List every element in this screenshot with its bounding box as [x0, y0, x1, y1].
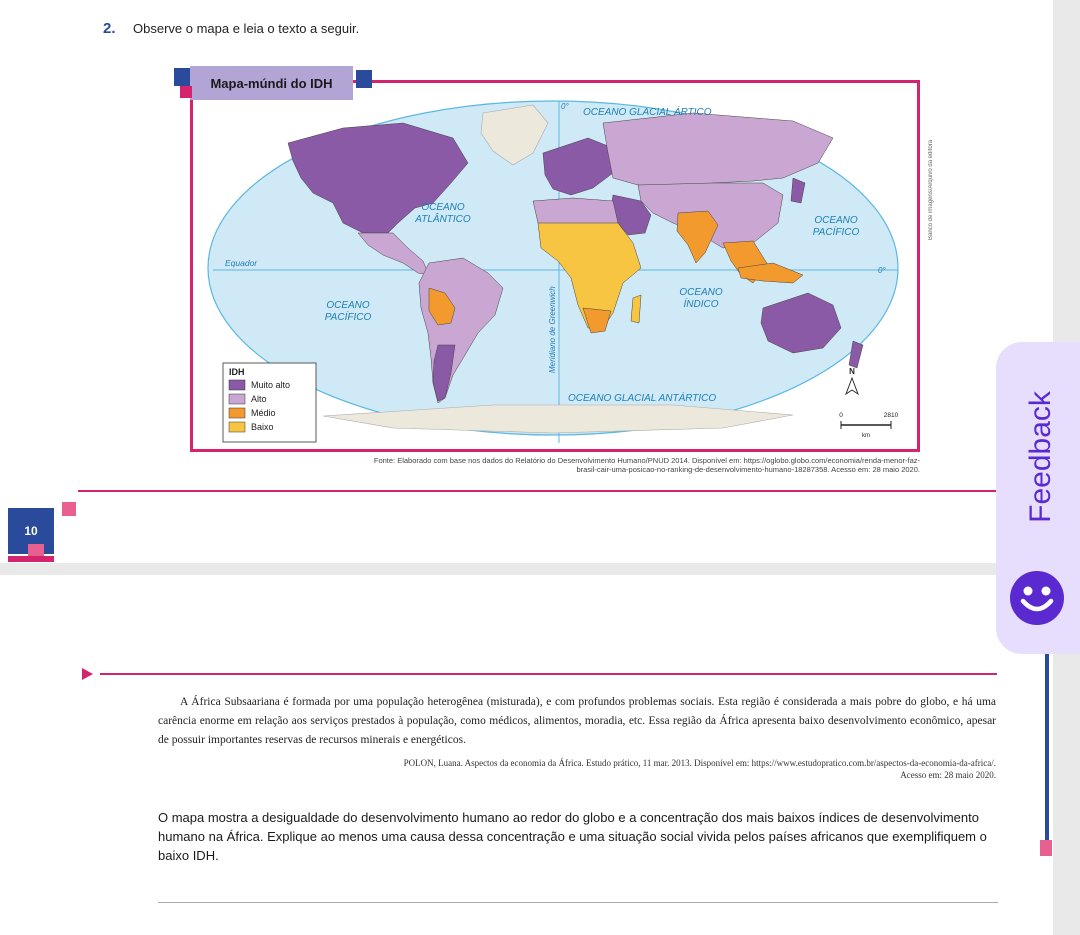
atlantic-label-2: ATLÂNTICO	[415, 214, 471, 225]
scale-end: 2810	[883, 412, 899, 419]
legend-swatch-very-high	[229, 380, 245, 390]
equator-label: Equador	[225, 258, 258, 268]
map-frame	[190, 80, 920, 452]
page-number: 10	[8, 508, 54, 554]
title-square-pink	[180, 86, 192, 98]
source-line-1: Fonte: Elaborado com base nos dados do Relatório do Desenvolvimento Humano/PNUD 2014. Disponível em: https://oglobo.globo.com/economia/renda-menor-faz-	[373, 456, 920, 465]
legend-swatch-medium	[229, 408, 245, 418]
legend-label-medium: Médio	[251, 408, 276, 418]
page-sheet-2	[0, 575, 1053, 935]
map-source	[190, 456, 920, 474]
scale-unit: km	[862, 433, 870, 439]
divider	[78, 490, 998, 492]
map-credit: Banco de imagens/Arquivo da editora	[928, 139, 934, 240]
north-label: N	[849, 367, 855, 376]
legend-label-very-high: Muito alto	[251, 380, 291, 390]
pacific-east-label-2: PACÍFICO	[812, 227, 860, 238]
legend-label-low: Baixo	[251, 422, 274, 432]
map-title: Mapa-múndi do IDH	[190, 66, 353, 100]
indian-label-2: ÍNDICO	[683, 299, 719, 310]
smiley-icon[interactable]	[1009, 570, 1065, 626]
legend	[223, 363, 316, 442]
title-square-right	[356, 70, 372, 88]
citation-line-2: Acesso em: 28 maio 2020.	[900, 770, 996, 780]
question-number: 2.	[103, 20, 116, 37]
question-intro: Observe o mapa e leia o texto a seguir.	[133, 21, 360, 36]
pacific-west-label-2: PACÍFICO	[324, 312, 372, 323]
zero-right-label: 0°	[878, 266, 886, 275]
arctic-label: OCEANO GLACIAL ÁRTICO	[583, 107, 712, 118]
scale-start: 0	[839, 412, 843, 419]
question-prompt: O mapa mostra a desigualdade do desenvolvimento humano ao redor do globo e a concentração dos mais baixos índices de desenvolvimento humano na África. Explique ao menos uma causa dessa concentração e uma situação social vivida pelos países africanos que exemplifiquem o baixo IDH.	[158, 810, 987, 863]
legend-label-high: Alto	[251, 394, 267, 404]
feedback-label: Feedback	[1024, 391, 1057, 523]
source-line-2: brasil-cair-uma-posicao-no-ranking-de-desenvolvimento-humano-18287358. Acesso em: 28 maio 2020.	[576, 465, 920, 474]
page-deco-square	[62, 502, 76, 516]
antarctic-label: OCEANO GLACIAL ANTÁRTICO	[568, 393, 717, 404]
north-arrow-icon	[846, 367, 858, 394]
legend-swatch-low	[229, 422, 245, 432]
greenwich-label: Meridiano de Greenwich	[548, 286, 557, 373]
arrow-icon	[82, 668, 93, 680]
right-accent-line	[1045, 640, 1049, 840]
legend-title: IDH	[229, 367, 245, 377]
zero-top-label: 0°	[561, 102, 569, 111]
right-accent-square	[1040, 840, 1052, 856]
paragraph-body: A África Subsaariana é formada por uma população heterogênea (misturada), e com profundos problemas sociais. Esta região é considerada a mais pobre do globo, e há uma carência enorme em relação aos serviços prestados à população, como médicos, alimentos, moradia, etc. Essa região da África apresenta baixo desenvolvimento econômico, apesar de possuir importantes reservas de recursos minerais e energéticos.	[158, 696, 996, 746]
pacific-west-label-1: OCEANO	[326, 300, 370, 311]
text-divider	[100, 673, 997, 675]
world-map	[193, 83, 917, 449]
atlantic-label-1: OCEANO	[421, 202, 465, 213]
citation-line-1: POLON, Luana. Aspectos da economia da África. Estudo prático, 11 mar. 2013. Disponível em: https://www.estudopratico.com.br/aspectos-da-economia-da-africa/.	[403, 758, 996, 768]
page-deco-bar	[8, 556, 54, 562]
legend-swatch-high	[229, 394, 245, 404]
title-square-left	[174, 68, 190, 86]
citation	[158, 757, 996, 781]
pacific-east-label-1: OCEANO	[814, 215, 858, 226]
feedback-button[interactable]	[1001, 362, 1080, 552]
indian-label-1: OCEANO	[679, 287, 723, 298]
scale-bar	[839, 412, 898, 439]
text-paragraph	[158, 693, 996, 750]
answer-line	[158, 902, 998, 903]
